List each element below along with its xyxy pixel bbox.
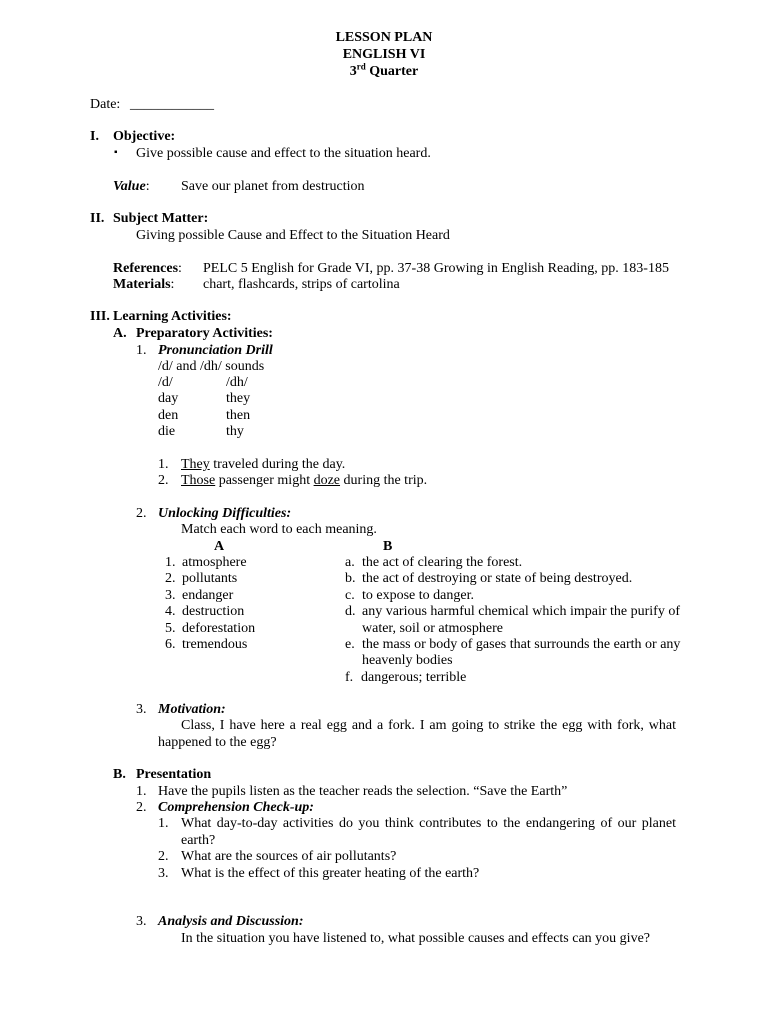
learning-activities-heading: Learning Activities: <box>113 309 232 324</box>
presentation-text: Have the pupils listen as the teacher reads the selection. “Save the Earth” <box>158 784 568 799</box>
meaning-letter: f. <box>345 670 354 685</box>
drill-sentence-1 <box>181 457 345 473</box>
drill-sentence-2 <box>181 473 427 489</box>
references-text: PELC 5 English for Grade VI, pp. 37-38 Growing in English Reading, pp. 183-185 <box>203 261 669 276</box>
word-number: 3. <box>165 588 176 603</box>
question-2: What are the sources of air pollutants? <box>181 849 397 864</box>
analysis-text: In the situation you have listened to, what possible causes and effects can you give? <box>181 931 650 946</box>
word-number: 1. <box>165 555 176 570</box>
value-colon: : <box>145 179 150 194</box>
meaning-text: water, soil or atmosphere <box>362 621 503 636</box>
meaning-text: dangerous; terrible <box>361 670 467 685</box>
motivation-title: Motivation: <box>158 702 226 717</box>
drill-word: day <box>158 391 179 406</box>
item-number: 3. <box>136 914 147 929</box>
vocabulary-word: destruction <box>182 604 245 619</box>
lesson-plan-title: LESSON PLAN <box>335 30 433 45</box>
analysis-title: Analysis and Discussion: <box>158 914 304 929</box>
meaning-text: heavenly bodies <box>362 653 453 668</box>
vocabulary-word: pollutants <box>182 571 238 586</box>
underlined-word: Those <box>181 473 216 488</box>
vocabulary-word: atmosphere <box>182 555 247 570</box>
vocabulary-word: endanger <box>182 588 234 603</box>
sentence-text: during the trip. <box>340 473 428 488</box>
sounds-line: /d/ and /dh/ sounds <box>158 359 265 374</box>
value-text: Save our planet from destruction <box>181 179 365 194</box>
references-label-group <box>113 261 182 277</box>
comprehension-title: Comprehension Check-up: <box>158 800 314 815</box>
meaning-text: any various harmful chemical which impair the purify of <box>362 604 681 619</box>
meaning-letter: c. <box>345 588 355 603</box>
question-1-line-2: earth? <box>181 833 216 848</box>
drill-word: thy <box>226 424 244 439</box>
meaning-text: to expose to danger. <box>362 588 474 603</box>
item-number: 2. <box>136 800 147 815</box>
objective-heading: Objective: <box>113 129 176 144</box>
presentation-heading: Presentation <box>136 767 212 782</box>
sentence-text: passenger might <box>215 473 314 488</box>
question-number: 3. <box>158 866 169 881</box>
item-number: 2. <box>158 473 169 488</box>
unlocking-difficulties-title: Unlocking Difficulties: <box>158 506 292 521</box>
underlined-word: They <box>181 457 210 472</box>
drill-word: /d/ <box>158 375 173 390</box>
item-number: 1. <box>136 343 147 358</box>
question-number: 2. <box>158 849 169 864</box>
subject-title: ENGLISH VI <box>342 47 426 62</box>
date-label: Date: <box>90 97 121 112</box>
bullet-icon: ▪ <box>114 147 118 158</box>
meaning-text: the mass or body of gases that surrounds the earth or any <box>362 637 681 652</box>
subject-matter-heading: Subject Matter: <box>113 211 209 226</box>
unlocking-instruction: Match each word to each meaning. <box>181 522 377 537</box>
meaning-letter: e. <box>345 637 355 652</box>
materials-label-group <box>113 277 174 293</box>
objective-text: Give possible cause and effect to the situation heard. <box>136 146 431 161</box>
quarter-suffix: rd <box>356 61 366 72</box>
value-label-group <box>113 179 150 195</box>
question-number: 1. <box>158 816 169 831</box>
drill-word: then <box>226 408 251 423</box>
word-number: 5. <box>165 621 176 636</box>
word-number: 6. <box>165 637 176 652</box>
section-number: III. <box>90 309 110 324</box>
references-colon: : <box>178 261 182 276</box>
subject-matter-text: Giving possible Cause and Effect to the Situation Heard <box>136 228 450 243</box>
item-number: 2. <box>136 506 147 521</box>
word-number: 4. <box>165 604 176 619</box>
subsection-letter: B. <box>113 767 126 782</box>
column-b-header: B <box>383 539 393 554</box>
drill-word: den <box>158 408 179 423</box>
question-1-line-1: What day-to-day activities do you think contributes to the endangering of our planet <box>181 816 676 831</box>
materials-label: Materials <box>113 277 171 292</box>
item-number: 1. <box>158 457 169 472</box>
value-label: Value <box>113 179 146 194</box>
vocabulary-word: tremendous <box>182 637 248 652</box>
references-label: References <box>113 261 179 276</box>
column-a-header: A <box>214 539 225 554</box>
drill-word: they <box>226 391 251 406</box>
date-blank: ____________ <box>130 97 214 112</box>
preparatory-heading: Preparatory Activities: <box>136 326 273 341</box>
meaning-letter: b. <box>345 571 356 586</box>
underlined-word: doze <box>313 473 341 488</box>
section-number: I. <box>90 129 99 144</box>
subsection-letter: A. <box>113 326 127 341</box>
meaning-text: the act of clearing the forest. <box>362 555 523 570</box>
section-number: II. <box>90 211 105 226</box>
sentence-text: traveled during the day. <box>209 457 346 472</box>
drill-word: /dh/ <box>226 375 248 390</box>
item-number: 3. <box>136 702 147 717</box>
motivation-line-1: Class, I have here a real egg and a fork. I am going to strike the egg with fork, what <box>181 718 676 733</box>
meaning-letter: a. <box>345 555 355 570</box>
drill-word: die <box>158 424 176 439</box>
motivation-line-2: happened to the egg? <box>158 735 277 750</box>
meaning-text: the act of destroying or state of being destroyed. <box>362 571 633 586</box>
quarter-word: Quarter <box>369 64 419 79</box>
question-3: What is the effect of this greater heating of the earth? <box>181 866 480 881</box>
quarter-title <box>284 61 484 80</box>
materials-text: chart, flashcards, strips of cartolina <box>203 277 400 292</box>
pronunciation-drill-title: Pronunciation Drill <box>158 343 273 358</box>
meaning-letter: d. <box>345 604 356 619</box>
item-number: 1. <box>136 784 147 799</box>
word-number: 2. <box>165 571 176 586</box>
vocabulary-word: deforestation <box>182 621 256 636</box>
quarter-number: 3 <box>349 64 357 79</box>
materials-colon: : <box>170 277 175 292</box>
